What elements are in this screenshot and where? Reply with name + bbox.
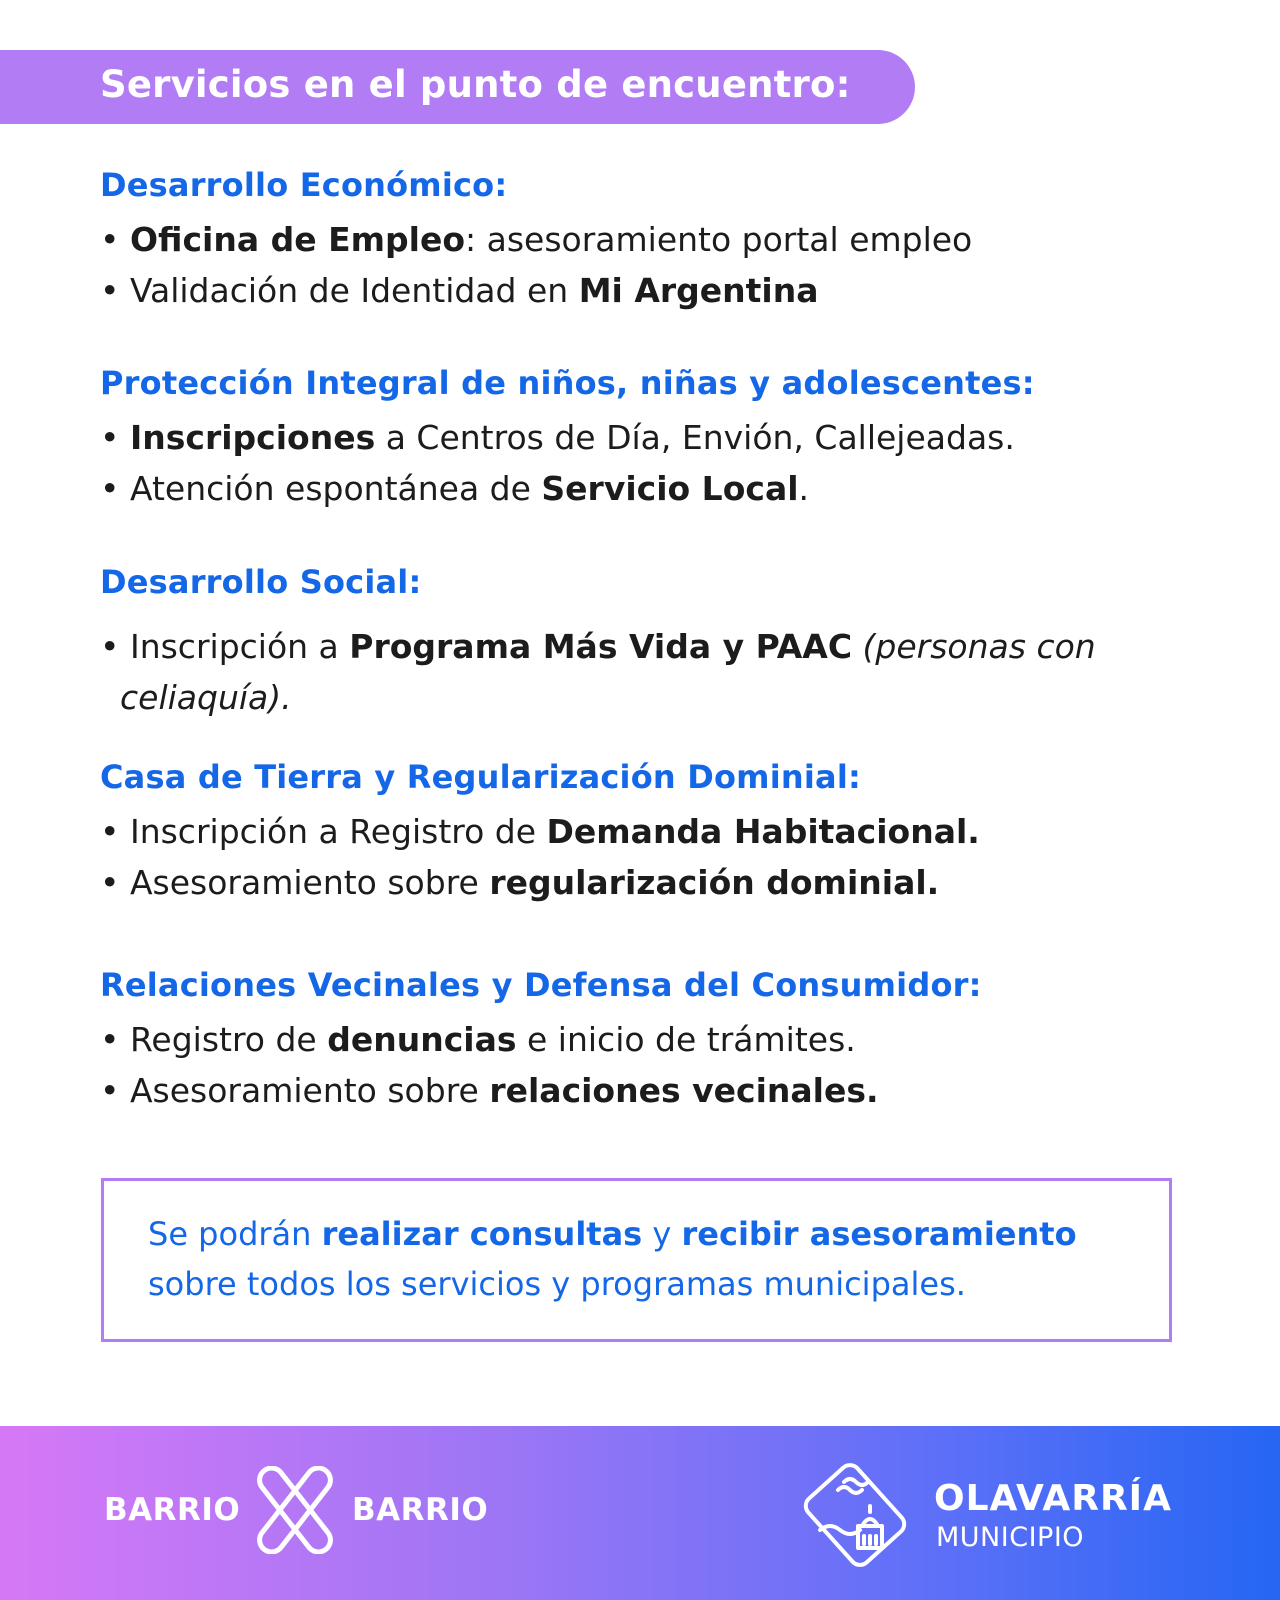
olavarria-municipio-icon — [800, 1460, 910, 1570]
list-item: • Asesoramiento sobre relaciones vecinales. — [100, 1071, 879, 1110]
list-item: • Registro de denuncias e inicio de trámites. — [100, 1020, 856, 1059]
section-relaciones-vecinales — [100, 966, 1220, 1116]
header-banner — [0, 50, 915, 124]
x-cross-icon — [256, 1466, 334, 1554]
brand-word-left: BARRIO — [104, 1492, 241, 1528]
footer-banner — [0, 1426, 1280, 1600]
list-item: • Oficina de Empleo: asesoramiento portal empleo — [100, 220, 973, 259]
notice-box — [101, 1178, 1172, 1342]
section-title: Desarrollo Social: — [100, 563, 422, 601]
page-title: Servicios en el punto de encuentro: — [100, 63, 851, 106]
list-item: • Inscripciones a Centros de Día, Envión, Callejeadas. — [100, 418, 1015, 457]
section-title: Protección Integral de niños, niñas y adolescentes: — [100, 364, 1035, 402]
list-item: • Inscripción a Programa Más Vida y PAAC (personas con celiaquía). — [100, 627, 1096, 717]
list-item: • Asesoramiento sobre regularización dominial. — [100, 863, 940, 902]
municipality-name: OLAVARRÍA — [934, 1478, 1172, 1519]
section-desarrollo-economico — [100, 166, 1220, 316]
section-title: Casa de Tierra y Regularización Dominial: — [100, 758, 861, 796]
municipality-subtitle: MUNICIPIO — [936, 1522, 1085, 1553]
brand-word-right: BARRIO — [352, 1492, 489, 1528]
list-item: • Validación de Identidad en Mi Argentina — [100, 271, 819, 310]
section-desarrollo-social — [100, 563, 1220, 723]
section-title: Relaciones Vecinales y Defensa del Consumidor: — [100, 966, 982, 1004]
section-casa-de-tierra — [100, 758, 1220, 908]
notice-text: Se podrán realizar consultas y recibir asesoramiento sobre todos los servicios y programas municipales. — [148, 1215, 1077, 1303]
list-item: • Atención espontánea de Servicio Local. — [100, 469, 810, 508]
section-proteccion-integral — [100, 364, 1220, 514]
section-title: Desarrollo Económico: — [100, 166, 508, 204]
list-item: • Inscripción a Registro de Demanda Habitacional. — [100, 812, 980, 851]
